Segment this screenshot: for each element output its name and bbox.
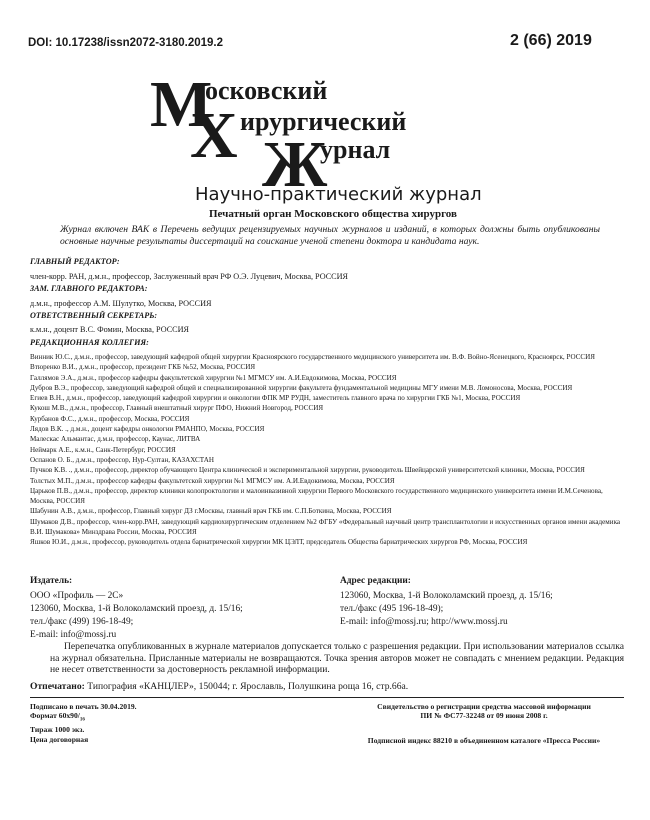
secretary: к.м.н., доцент В.С. Фомин, Москва, РОССИЯ [30, 325, 189, 334]
journal-subtitle: Научно-практический журнал [195, 184, 482, 205]
deputy-editor-label: ЗАМ. ГЛАВНОГО РЕДАКТОРА: [30, 284, 148, 293]
board-member: Неймарк А.Е., к.м.н., Санк-Петербург, РОССИЯ [30, 445, 176, 454]
masthead-word-2: ирургический [240, 107, 407, 136]
masthead-initial-m: М [150, 68, 213, 141]
board-member: Винник Ю.С., д.м.н., профессор, заведующий кафедрой общей хирургии Красноярского государственного медицинского университета им. В.Ф. Войно-Ясенецкого, Красноярск, РОССИЯ [30, 353, 596, 361]
journal-organ: Печатный орган Московского общества хирургов [209, 208, 457, 220]
footer-right [344, 702, 624, 721]
address-email: E-mail: info@mossj.ru; http://www.mossj.ru [340, 617, 508, 627]
board-member: Шабунин А.В., д.м.н., профессор, Главный хирург ДЗ г.Москвы, главный врач ГКБ им. С.П.Боткина, Москва, РОССИЯ [30, 507, 392, 516]
editorial-address-block [340, 576, 630, 629]
board-member: Дубров В.Э., профессор, заведующий кафедрой общей и специализированной хирургии факультета фундаментальной медицины МГУ имени М.В. Ломоносова, Москва, РОССИЯ [30, 383, 573, 392]
footer-left [30, 702, 137, 744]
publisher-address: 123060, Москва, 1-й Волоколамский проезд, д. 15/16; [30, 604, 243, 614]
chief-editor-label: ГЛАВНЫЙ РЕДАКТОР: [30, 257, 120, 266]
printed-label: Отпечатано: [30, 681, 85, 692]
issue-number: 2 (66) 2019 [510, 32, 592, 49]
circulation: Тираж 1000 экз. [30, 725, 85, 735]
doi: DOI: 10.17238/issn2072-3180.2019.2 [28, 37, 224, 49]
divider [30, 697, 624, 698]
board-member: Яшков Ю.И., д.м.н., профессор, руководитель отдела бариатрической хирургии МК ЦЭЛТ, председатель Общества бариатрических хирургов РФ, Москва, РОССИЯ [30, 538, 528, 547]
format [30, 711, 137, 725]
board-member: Пучков К.В. ., д.м.н., профессор, директор обучающего Центра клинической и экспериментальной хирургии, руководитель Швейцарской университетской клиники, Москва, РОССИЯ [30, 466, 585, 475]
address-phone: тел./факс (495 196-18-49); [340, 604, 444, 614]
address-label: Адрес редакции: [340, 576, 411, 586]
publisher-name: ООО «Профиль — 2С» [30, 591, 124, 601]
board-member: Оспанов О. Б., д.м.н., профессор, Нур-Султан, КАЗАХСТАН [30, 455, 215, 464]
subscription-index: Подписной индекс 88210 в объединенном каталоге «Пресса России» [367, 736, 601, 745]
registration-number: ПИ № ФС77-32248 от 09 июня 2008 г. [420, 711, 548, 721]
masthead-initial-kh: Х [190, 99, 238, 172]
board-member: Курбанов Ф.С., д.м.н., профессор, Москва, РОССИЯ [30, 414, 190, 423]
permission-note: Перепечатка опубликованных в журнале материалов допускается только с разрешения редакции. При использовании материалов ссылка на журнал обязательна. Присланные материалы не возвращаются. Точка зрения авторов может не совпадать с мнением редакции. Редакция не несет ответственности за достоверность рекламной информации. [50, 641, 624, 676]
board-member: Кукош М.В., д.м.н., профессор, Главный внештатный хирург ПФО, Нижний Новгород, РОССИЯ [30, 404, 324, 413]
publisher-block [30, 576, 330, 642]
board-member: Царьков П.В., д.м.н., профессор, директор клиники колопроктологии и малоинвазивной хирургии Первого Московского государственного медицинского университета имени И.М.Сеченова, Москва, РОССИЯ [30, 486, 603, 506]
board-member: Лядов В.К. ., д.м.н., доцент кафедры онкологии РМАНПО, Москва, РОССИЯ [30, 425, 265, 434]
address-line: 123060, Москва, 1-й Волоколамский проезд, д. 15/16; [340, 591, 553, 601]
board-member: Егиев В.Н., д.м.н., профессор, заведующий кафедрой хирургии и онкологии ФПК МР РУДН, заместитель главного врача по хирургии ГКБ №1, Москва, РОССИЯ [30, 394, 521, 403]
publisher-label: Издатель: [30, 576, 73, 586]
board-member: Малескас Альмантас, д.м.н, профессор, Каунас, ЛИТВА [30, 435, 201, 444]
editorial-board-list [30, 352, 622, 548]
deputy-editor: д.м.н., профессор А.М. Шулутко, Москва, РОССИЯ [30, 299, 212, 308]
printed-text: Типография «КАНЦЛЕР», 150044; г. Ярославль, Полушкина роща 16, стр.66а. [87, 681, 409, 692]
board-member: Шумаков Д.В., профессор, член-корр.РАН, заведующий кардиохирургическим отделением №2 ФГБУ «Федеральный научный центр трансплантологии и искусственных органов имени академика В.И. Шумакова» Минздрава России, Москва, РОССИЯ [30, 517, 621, 537]
secretary-label: ОТВЕТСТВЕННЫЙ СЕКРЕТАРЬ: [30, 311, 158, 320]
price: Цена договорная [30, 734, 89, 744]
publisher-phone: тел./факс (499) 196-18-49; [30, 617, 134, 627]
signed-date: Подписано в печать 30.04.2019. [30, 702, 137, 711]
chief-editor: член-корр. РАН, д.м.н., профессор, Заслуженный врач РФ О.Э. Луцевич, Москва, РОССИЯ [30, 272, 349, 281]
format-sub: 16 [79, 717, 85, 723]
masthead-word-1: осковский [205, 76, 328, 105]
masthead-initial-zh: Ж [262, 128, 328, 201]
printed-by [30, 681, 408, 692]
publisher-email: E-mail: info@mossj.ru [30, 630, 117, 640]
board-member: Толстых М.П., д.м.н., профессор кафедры факультетской хирургии №1 МГМСУ им. А.И.Евдокимова, Москва, РОССИЯ [30, 476, 395, 485]
format-text: Формат 60х90/ [30, 711, 80, 721]
registration-certificate: Свидетельство о регистрации средства массовой информации [377, 702, 591, 711]
masthead-word-3: урнал [320, 135, 391, 164]
vak-note: Журнал включен ВАК в Перечень ведущих рецензируемых научных журналов и изданий, в которых должны быть опубликованы основные научные результаты диссертаций на соискание ученой степени доктора и кандидата наук. [60, 224, 600, 247]
board-member: Втюренко В.И., д.м.н., профессор, президент ГКБ №52, Москва, РОССИЯ [30, 363, 256, 372]
board-label: РЕДАКЦИОННАЯ КОЛЛЕГИЯ: [30, 338, 149, 347]
board-member: Галлямов Э.А., д.м.н., профессор кафедры факультетской хирургии №1 МГМСУ им. А.И.Евдокимова, Москва, РОССИЯ [30, 373, 397, 382]
